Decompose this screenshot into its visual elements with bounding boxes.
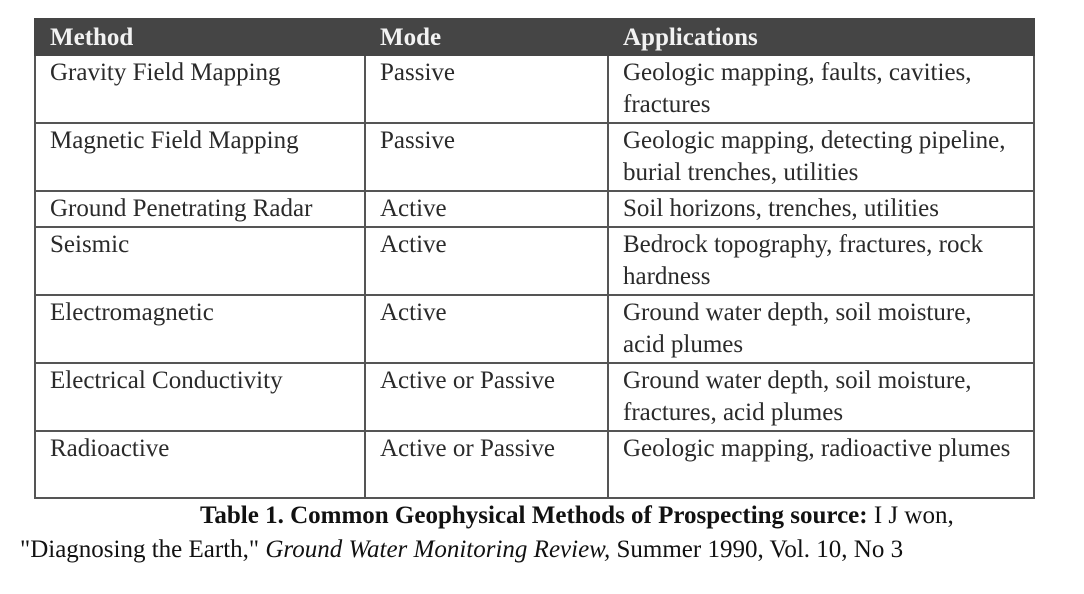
table-row [35, 295, 1034, 363]
cell-mode: Active [365, 191, 608, 227]
cell-method: Gravity Field Mapping [35, 55, 365, 123]
table-caption-line-1 [200, 502, 1084, 530]
caption-article: "Diagnosing the Earth," [20, 536, 266, 563]
cell-applications: Geologic mapping, detecting pipeline, burial trenches, utilities [608, 123, 1034, 191]
cell-mode: Active or Passive [365, 431, 608, 498]
table-row [35, 191, 1034, 227]
header-mode: Mode [365, 19, 608, 55]
caption-title: Table 1. Common Geophysical Methods of Prospecting source: [200, 502, 868, 529]
cell-method: Electrical Conductivity [35, 363, 365, 431]
cell-applications: Geologic mapping, radioactive plumes [608, 431, 1034, 498]
cell-method: Magnetic Field Mapping [35, 123, 365, 191]
cell-method: Ground Penetrating Radar [35, 191, 365, 227]
cell-mode: Active [365, 227, 608, 295]
cell-method: Radioactive [35, 431, 365, 498]
header-method: Method [35, 19, 365, 55]
cell-method: Electromagnetic [35, 295, 365, 363]
cell-mode: Active [365, 295, 608, 363]
cell-mode: Active or Passive [365, 363, 608, 431]
cell-applications: Ground water depth, soil moisture, fractures, acid plumes [608, 363, 1034, 431]
geophysical-methods-table [34, 18, 1035, 499]
cell-mode: Passive [365, 55, 608, 123]
cell-applications: Soil horizons, trenches, utilities [608, 191, 1034, 227]
table-row [35, 431, 1034, 498]
table-row [35, 55, 1034, 123]
table-header-row [35, 19, 1034, 55]
cell-mode: Passive [365, 123, 608, 191]
table-row [35, 363, 1034, 431]
header-applications: Applications [608, 19, 1034, 55]
cell-applications: Ground water depth, soil moisture, acid plumes [608, 295, 1034, 363]
cell-applications: Bedrock topography, fractures, rock hardness [608, 227, 1034, 295]
table-caption-line-2 [20, 536, 1084, 564]
caption-journal: Ground Water Monitoring Review, [265, 536, 611, 563]
caption-author: I J won, [867, 502, 954, 529]
cell-applications: Geologic mapping, faults, cavities, fractures [608, 55, 1034, 123]
table-row [35, 227, 1034, 295]
cell-method: Seismic [35, 227, 365, 295]
caption-details: Summer 1990, Vol. 10, No 3 [610, 536, 904, 563]
table-row [35, 123, 1034, 191]
